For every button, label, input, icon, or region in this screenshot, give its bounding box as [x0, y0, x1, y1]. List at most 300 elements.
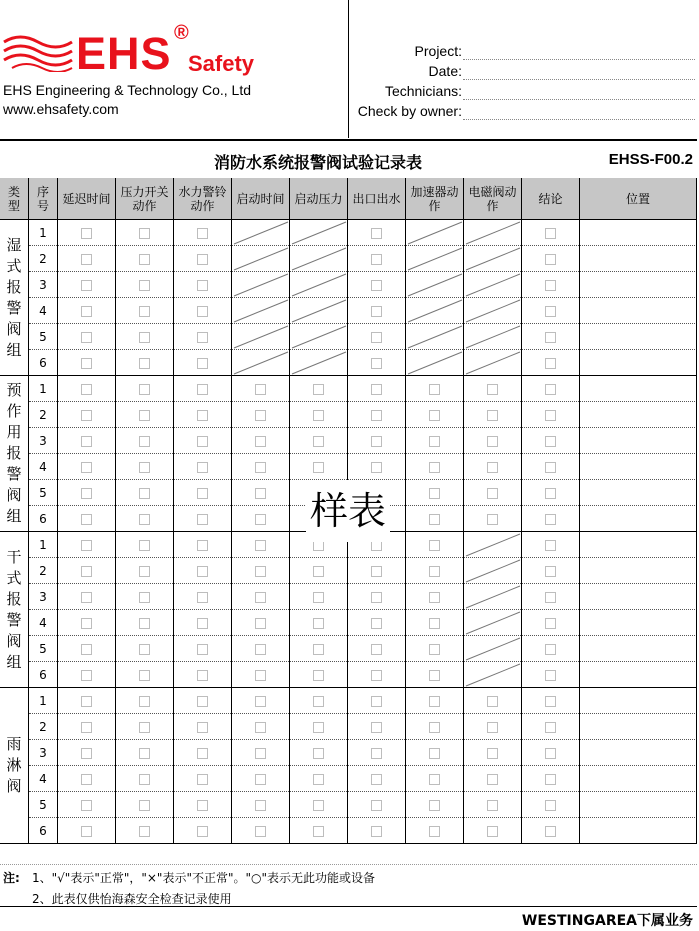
column-divider — [289, 220, 290, 844]
result-checkbox[interactable] — [313, 384, 324, 395]
row-divider — [29, 791, 697, 792]
column-header-conclusion: 结论 — [522, 178, 580, 220]
result-checkbox[interactable] — [545, 332, 556, 343]
group-label-cell — [0, 688, 29, 844]
result-checkbox[interactable] — [81, 618, 92, 629]
result-checkbox[interactable] — [371, 826, 382, 837]
result-checkbox[interactable] — [313, 826, 324, 837]
header-divider — [348, 0, 349, 138]
column-header-solenoid-valve: 电磁阀动 作 — [464, 178, 522, 220]
result-checkbox[interactable] — [139, 644, 150, 655]
result-checkbox[interactable] — [487, 384, 498, 395]
technicians-input-line[interactable] — [463, 99, 695, 100]
result-checkbox[interactable] — [545, 280, 556, 291]
not-applicable-slash — [464, 246, 522, 272]
result-checkbox[interactable] — [139, 332, 150, 343]
group-name: 湿式报警阀组 — [6, 235, 22, 359]
result-checkbox[interactable] — [197, 748, 208, 759]
row-divider — [29, 453, 697, 454]
result-checkbox[interactable] — [81, 436, 92, 447]
row-divider — [29, 635, 697, 636]
result-checkbox[interactable] — [429, 462, 440, 473]
result-checkbox[interactable] — [429, 540, 440, 551]
result-checkbox[interactable] — [139, 462, 150, 473]
result-checkbox[interactable] — [429, 514, 440, 525]
result-checkbox[interactable] — [255, 436, 266, 447]
result-checkbox[interactable] — [197, 644, 208, 655]
column-header-start-time: 启动时间 — [232, 178, 290, 220]
row-divider — [29, 271, 697, 272]
notes-divider — [0, 864, 697, 865]
not-applicable-slash — [464, 636, 522, 662]
row-divider — [29, 713, 697, 714]
check-by-owner-field[interactable] — [350, 101, 695, 121]
result-checkbox[interactable] — [487, 436, 498, 447]
result-checkbox[interactable] — [429, 826, 440, 837]
result-checkbox[interactable] — [545, 774, 556, 785]
row-divider — [29, 375, 697, 376]
result-checkbox[interactable] — [545, 722, 556, 733]
result-checkbox[interactable] — [313, 592, 324, 603]
result-checkbox[interactable] — [545, 514, 556, 525]
result-checkbox[interactable] — [255, 618, 266, 629]
result-checkbox[interactable] — [487, 514, 498, 525]
result-checkbox[interactable] — [545, 696, 556, 707]
result-checkbox[interactable] — [81, 592, 92, 603]
column-header-seq: 序 号 — [29, 178, 58, 220]
row-divider — [29, 583, 697, 584]
result-checkbox[interactable] — [545, 488, 556, 499]
result-checkbox[interactable] — [139, 826, 150, 837]
result-checkbox[interactable] — [371, 618, 382, 629]
result-checkbox[interactable] — [81, 774, 92, 785]
result-checkbox[interactable] — [81, 800, 92, 811]
result-checkbox[interactable] — [371, 800, 382, 811]
result-checkbox[interactable] — [197, 774, 208, 785]
result-checkbox[interactable] — [139, 514, 150, 525]
result-checkbox[interactable] — [371, 462, 382, 473]
not-applicable-slash — [290, 272, 348, 298]
column-header-type: 类 型 — [0, 178, 29, 220]
result-checkbox[interactable] — [545, 592, 556, 603]
wave-logo-icon — [2, 32, 74, 72]
result-checkbox[interactable] — [487, 696, 498, 707]
result-checkbox[interactable] — [139, 566, 150, 577]
result-checkbox[interactable] — [487, 488, 498, 499]
result-checkbox[interactable] — [545, 800, 556, 811]
result-checkbox[interactable] — [255, 826, 266, 837]
result-checkbox[interactable] — [197, 800, 208, 811]
result-checkbox[interactable] — [139, 670, 150, 681]
row-divider — [29, 817, 697, 818]
row-number: 3 — [29, 740, 58, 766]
result-checkbox[interactable] — [81, 332, 92, 343]
company-name: EHS Engineering & Technology Co., Ltd — [3, 82, 252, 98]
result-checkbox[interactable] — [429, 436, 440, 447]
column-divider — [173, 220, 174, 844]
company-website: www.ehsafety.com — [3, 101, 119, 117]
result-checkbox[interactable] — [487, 826, 498, 837]
row-number: 3 — [29, 584, 58, 610]
result-checkbox[interactable] — [545, 462, 556, 473]
row-number: 3 — [29, 428, 58, 454]
technicians-field[interactable] — [350, 81, 695, 101]
result-checkbox[interactable] — [255, 800, 266, 811]
not-applicable-slash — [290, 324, 348, 350]
result-checkbox[interactable] — [545, 670, 556, 681]
result-checkbox[interactable] — [371, 592, 382, 603]
result-checkbox[interactable] — [371, 722, 382, 733]
row-number: 6 — [29, 818, 58, 844]
result-checkbox[interactable] — [313, 618, 324, 629]
row-number: 3 — [29, 272, 58, 298]
result-checkbox[interactable] — [81, 722, 92, 733]
not-applicable-slash — [290, 298, 348, 324]
result-checkbox[interactable] — [313, 410, 324, 421]
result-checkbox[interactable] — [81, 254, 92, 265]
not-applicable-slash — [406, 220, 464, 246]
not-applicable-slash — [464, 272, 522, 298]
result-checkbox[interactable] — [197, 514, 208, 525]
result-checkbox[interactable] — [371, 748, 382, 759]
result-checkbox[interactable] — [197, 332, 208, 343]
result-checkbox[interactable] — [255, 696, 266, 707]
result-checkbox[interactable] — [81, 410, 92, 421]
result-checkbox[interactable] — [139, 488, 150, 499]
result-checkbox[interactable] — [371, 410, 382, 421]
result-checkbox[interactable] — [255, 384, 266, 395]
not-applicable-slash — [232, 246, 290, 272]
result-checkbox[interactable] — [255, 566, 266, 577]
result-checkbox[interactable] — [371, 254, 382, 265]
result-checkbox[interactable] — [139, 228, 150, 239]
column-divider — [521, 220, 522, 844]
result-checkbox[interactable] — [371, 566, 382, 577]
result-checkbox[interactable] — [429, 800, 440, 811]
result-checkbox[interactable] — [197, 228, 208, 239]
technicians-label: Technicians: — [384, 83, 462, 99]
result-checkbox[interactable] — [81, 670, 92, 681]
result-checkbox[interactable] — [429, 566, 440, 577]
result-checkbox[interactable] — [545, 228, 556, 239]
title-row — [0, 140, 697, 179]
group-label-cell — [0, 220, 29, 376]
result-checkbox[interactable] — [197, 670, 208, 681]
result-checkbox[interactable] — [545, 254, 556, 265]
not-applicable-slash — [464, 298, 522, 324]
result-checkbox[interactable] — [197, 566, 208, 577]
result-checkbox[interactable] — [197, 254, 208, 265]
result-checkbox[interactable] — [371, 436, 382, 447]
result-checkbox[interactable] — [255, 462, 266, 473]
result-checkbox[interactable] — [81, 696, 92, 707]
column-header-delay-time: 延迟时间 — [58, 178, 116, 220]
sample-watermark: 样表 — [306, 480, 390, 542]
result-checkbox[interactable] — [371, 774, 382, 785]
result-checkbox[interactable] — [429, 670, 440, 681]
group-label-cell — [0, 376, 29, 532]
result-checkbox[interactable] — [197, 358, 208, 369]
row-divider — [29, 427, 697, 428]
row-number: 5 — [29, 636, 58, 662]
column-divider — [57, 220, 58, 844]
not-applicable-slash — [232, 272, 290, 298]
result-checkbox[interactable] — [429, 592, 440, 603]
result-checkbox[interactable] — [545, 826, 556, 837]
result-checkbox[interactable] — [255, 592, 266, 603]
column-divider — [463, 220, 464, 844]
result-checkbox[interactable] — [81, 462, 92, 473]
result-checkbox[interactable] — [139, 722, 150, 733]
result-checkbox[interactable] — [197, 696, 208, 707]
result-checkbox[interactable] — [197, 306, 208, 317]
result-checkbox[interactable] — [81, 748, 92, 759]
result-checkbox[interactable] — [371, 696, 382, 707]
not-applicable-slash — [406, 298, 464, 324]
row-number: 1 — [29, 220, 58, 246]
row-divider — [29, 609, 697, 610]
result-checkbox[interactable] — [371, 332, 382, 343]
result-checkbox[interactable] — [139, 696, 150, 707]
result-checkbox[interactable] — [81, 826, 92, 837]
row-divider — [29, 401, 697, 402]
result-checkbox[interactable] — [487, 410, 498, 421]
result-checkbox[interactable] — [313, 566, 324, 577]
result-checkbox[interactable] — [197, 592, 208, 603]
result-checkbox[interactable] — [545, 306, 556, 317]
result-checkbox[interactable] — [255, 670, 266, 681]
result-checkbox[interactable] — [81, 358, 92, 369]
row-number: 2 — [29, 558, 58, 584]
result-checkbox[interactable] — [429, 696, 440, 707]
row-divider — [29, 323, 697, 324]
group-name: 雨淋阀 — [6, 735, 22, 795]
result-checkbox[interactable] — [197, 410, 208, 421]
result-checkbox[interactable] — [313, 748, 324, 759]
not-applicable-slash — [464, 558, 522, 584]
project-label: Project: — [414, 43, 462, 59]
row-divider — [29, 687, 697, 688]
result-checkbox[interactable] — [429, 644, 440, 655]
result-checkbox[interactable] — [197, 384, 208, 395]
result-checkbox[interactable] — [429, 384, 440, 395]
result-checkbox[interactable] — [545, 748, 556, 759]
result-checkbox[interactable] — [255, 644, 266, 655]
row-divider — [29, 661, 697, 662]
notes-label: 注: — [3, 871, 20, 885]
result-checkbox[interactable] — [313, 436, 324, 447]
result-checkbox[interactable] — [255, 722, 266, 733]
result-checkbox[interactable] — [139, 774, 150, 785]
column-header-accelerator: 加速器动 作 — [406, 178, 464, 220]
check-by-owner-label: Check by owner: — [357, 103, 462, 119]
form-header — [0, 0, 697, 141]
logo-ehs-text: EHS — [76, 28, 172, 79]
column-header-pressure-switch: 压力开关 动作 — [116, 178, 174, 220]
date-label: Date: — [428, 63, 462, 79]
row-divider — [29, 297, 697, 298]
group-name: 干式报警阀组 — [6, 547, 22, 671]
result-checkbox[interactable] — [313, 696, 324, 707]
check-by-owner-input-line[interactable] — [463, 119, 695, 120]
column-header-outlet-water: 出口出水 — [348, 178, 406, 220]
result-checkbox[interactable] — [139, 358, 150, 369]
row-number: 2 — [29, 402, 58, 428]
not-applicable-slash — [232, 220, 290, 246]
result-checkbox[interactable] — [545, 436, 556, 447]
result-checkbox[interactable] — [81, 514, 92, 525]
result-checkbox[interactable] — [197, 280, 208, 291]
result-checkbox[interactable] — [255, 410, 266, 421]
not-applicable-slash — [464, 662, 522, 688]
row-divider — [29, 245, 697, 246]
result-checkbox[interactable] — [371, 306, 382, 317]
column-divider — [579, 220, 580, 844]
result-checkbox[interactable] — [81, 306, 92, 317]
result-checkbox[interactable] — [429, 410, 440, 421]
result-checkbox[interactable] — [81, 384, 92, 395]
result-checkbox[interactable] — [139, 592, 150, 603]
column-header-water-alarm: 水力警铃 动作 — [174, 178, 232, 220]
result-checkbox[interactable] — [371, 228, 382, 239]
row-divider — [29, 349, 697, 350]
not-applicable-slash — [464, 350, 522, 376]
column-divider — [231, 220, 232, 844]
result-checkbox[interactable] — [313, 800, 324, 811]
result-checkbox[interactable] — [139, 410, 150, 421]
result-checkbox[interactable] — [313, 722, 324, 733]
not-applicable-slash — [464, 584, 522, 610]
row-number: 4 — [29, 766, 58, 792]
row-number: 2 — [29, 714, 58, 740]
result-checkbox[interactable] — [139, 540, 150, 551]
result-checkbox[interactable] — [313, 670, 324, 681]
not-applicable-slash — [406, 324, 464, 350]
result-checkbox[interactable] — [81, 566, 92, 577]
project-input-line[interactable] — [463, 59, 695, 60]
logo-safety-text: Safety — [188, 51, 255, 76]
result-checkbox[interactable] — [255, 774, 266, 785]
row-number: 1 — [29, 688, 58, 714]
not-applicable-slash — [290, 246, 348, 272]
result-checkbox[interactable] — [139, 436, 150, 447]
group-label-cell — [0, 532, 29, 688]
footer-divider — [0, 906, 697, 907]
result-checkbox[interactable] — [429, 722, 440, 733]
column-divider — [405, 220, 406, 844]
result-checkbox[interactable] — [197, 462, 208, 473]
result-checkbox[interactable] — [545, 540, 556, 551]
row-number: 1 — [29, 532, 58, 558]
form-title: 消防水系统报警阀试验记录表 — [214, 153, 423, 172]
result-checkbox[interactable] — [255, 748, 266, 759]
not-applicable-slash — [232, 350, 290, 376]
row-divider — [29, 739, 697, 740]
result-checkbox[interactable] — [197, 826, 208, 837]
date-input-line[interactable] — [463, 79, 695, 80]
result-checkbox[interactable] — [429, 488, 440, 499]
column-divider — [115, 220, 116, 844]
result-checkbox[interactable] — [429, 774, 440, 785]
not-applicable-slash — [464, 324, 522, 350]
result-checkbox[interactable] — [139, 748, 150, 759]
result-checkbox[interactable] — [371, 358, 382, 369]
not-applicable-slash — [406, 272, 464, 298]
result-checkbox[interactable] — [139, 254, 150, 265]
not-applicable-slash — [464, 220, 522, 246]
ehs-logo — [2, 24, 302, 84]
result-checkbox[interactable] — [139, 306, 150, 317]
result-checkbox[interactable] — [81, 644, 92, 655]
result-checkbox[interactable] — [255, 514, 266, 525]
result-checkbox[interactable] — [429, 618, 440, 629]
footer-brand: WESTINGAREA下属业务 — [521, 913, 693, 929]
result-checkbox[interactable] — [371, 280, 382, 291]
result-checkbox[interactable] — [139, 280, 150, 291]
result-checkbox[interactable] — [487, 748, 498, 759]
result-checkbox[interactable] — [81, 280, 92, 291]
result-checkbox[interactable] — [371, 644, 382, 655]
not-applicable-slash — [290, 350, 348, 376]
result-checkbox[interactable] — [197, 488, 208, 499]
row-number: 2 — [29, 246, 58, 272]
row-number: 5 — [29, 792, 58, 818]
date-field[interactable] — [350, 61, 695, 81]
result-checkbox[interactable] — [197, 722, 208, 733]
result-checkbox[interactable] — [313, 644, 324, 655]
result-checkbox[interactable] — [139, 384, 150, 395]
not-applicable-slash — [464, 532, 522, 558]
not-applicable-slash — [290, 220, 348, 246]
result-checkbox[interactable] — [545, 358, 556, 369]
result-checkbox[interactable] — [139, 618, 150, 629]
result-checkbox[interactable] — [255, 488, 266, 499]
result-checkbox[interactable] — [545, 644, 556, 655]
result-checkbox[interactable] — [197, 436, 208, 447]
result-checkbox[interactable] — [545, 566, 556, 577]
result-checkbox[interactable] — [545, 384, 556, 395]
result-checkbox[interactable] — [545, 618, 556, 629]
result-checkbox[interactable] — [139, 800, 150, 811]
note-item: 2、此表仅供怡海森安全检查记录使用 — [32, 892, 232, 906]
result-checkbox[interactable] — [371, 670, 382, 681]
result-checkbox[interactable] — [313, 774, 324, 785]
notes-section — [0, 843, 697, 931]
result-checkbox[interactable] — [487, 462, 498, 473]
result-checkbox[interactable] — [487, 774, 498, 785]
result-checkbox[interactable] — [81, 540, 92, 551]
row-number: 5 — [29, 480, 58, 506]
result-checkbox[interactable] — [429, 748, 440, 759]
result-checkbox[interactable] — [371, 384, 382, 395]
project-field[interactable] — [350, 41, 695, 61]
row-divider — [29, 557, 697, 558]
result-checkbox[interactable] — [255, 540, 266, 551]
result-checkbox[interactable] — [487, 800, 498, 811]
result-checkbox[interactable] — [197, 618, 208, 629]
form-code: EHSS-F00.2 — [608, 151, 693, 168]
result-checkbox[interactable] — [81, 488, 92, 499]
result-checkbox[interactable] — [545, 410, 556, 421]
result-checkbox[interactable] — [487, 722, 498, 733]
row-number: 5 — [29, 324, 58, 350]
table-right-border — [696, 178, 697, 844]
logo-registered-mark: ® — [174, 22, 189, 44]
result-checkbox[interactable] — [81, 228, 92, 239]
row-number: 4 — [29, 610, 58, 636]
result-checkbox[interactable] — [197, 540, 208, 551]
result-checkbox[interactable] — [313, 462, 324, 473]
